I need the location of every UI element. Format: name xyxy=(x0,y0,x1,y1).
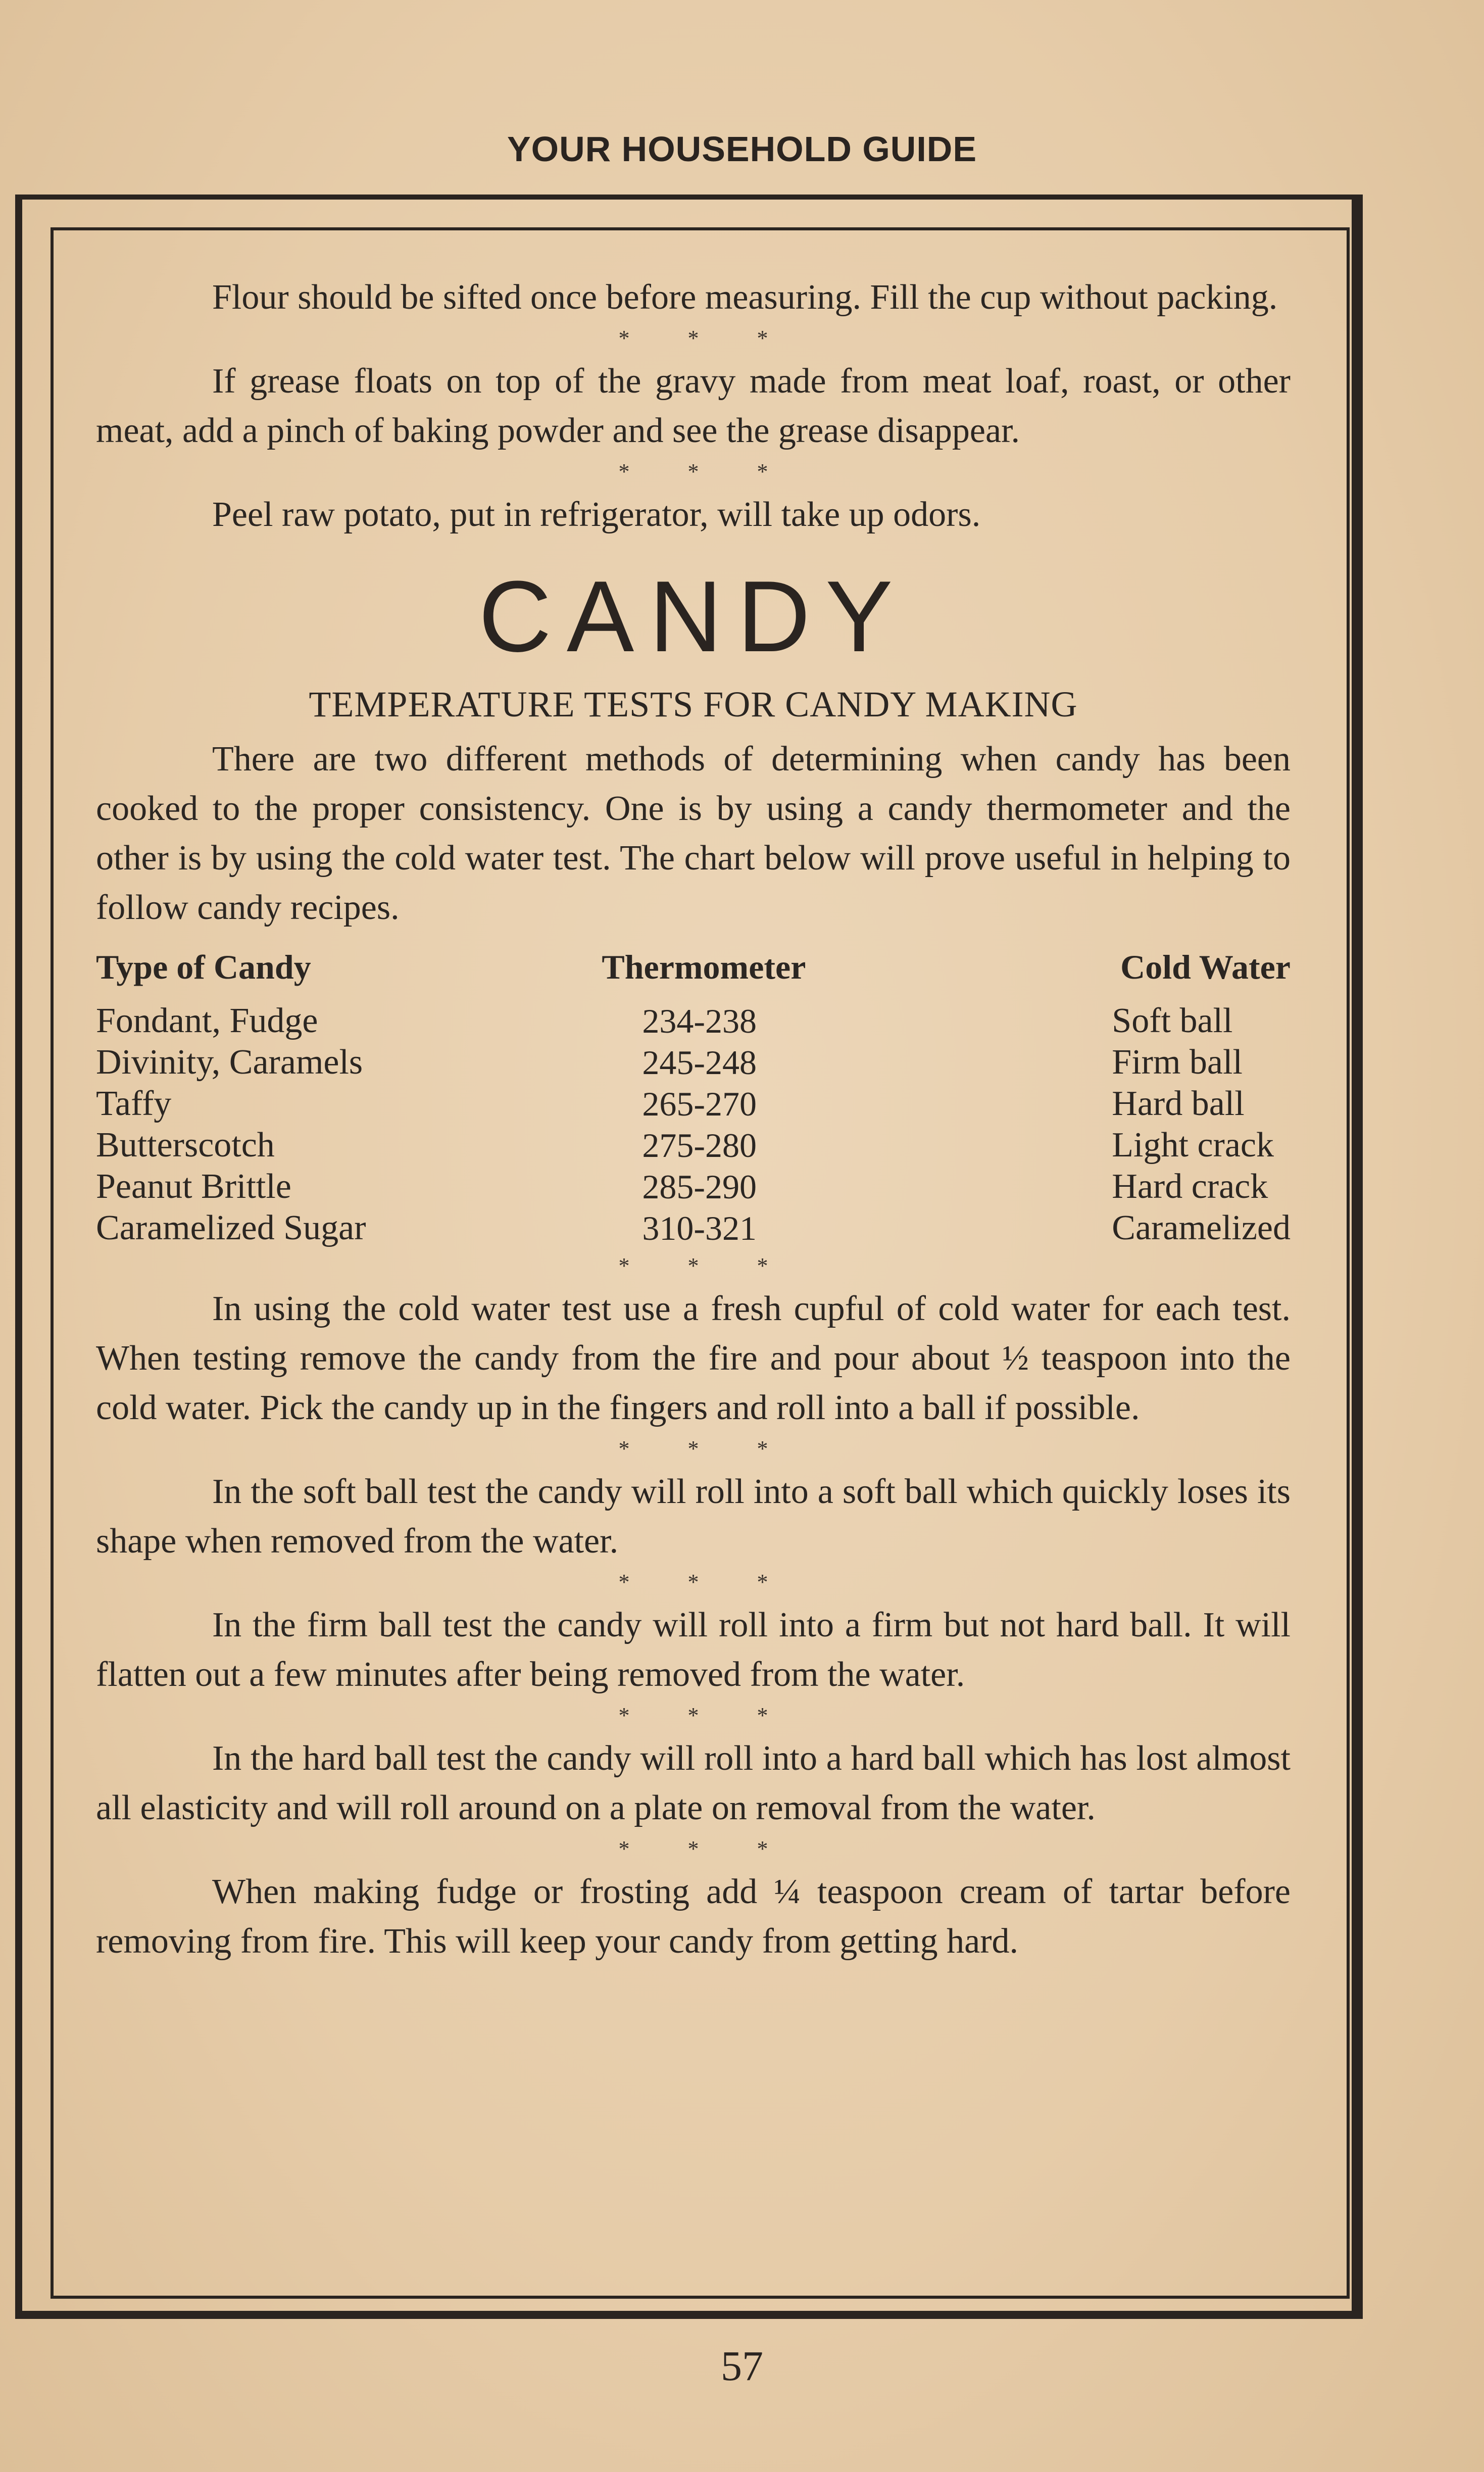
candy-type: Taffy xyxy=(96,1084,172,1123)
cold-water-result: Light crack xyxy=(1112,1126,1274,1165)
cold-water-result: Caramelized xyxy=(1112,1208,1291,1247)
note-cream-of-tartar: When making fudge or frosting add ¼ teaspoon cream of tartar before removing from fire. This will keep your candy from getting hard. xyxy=(96,1872,1291,1961)
separator: * * * xyxy=(618,326,795,351)
tip-potato: Peel raw potato, put in refrigerator, will take up odors. xyxy=(212,495,981,534)
candy-type: Butterscotch xyxy=(96,1126,275,1165)
thermometer-range: 285-290 xyxy=(642,1168,757,1206)
table-row xyxy=(96,1042,1291,1083)
separator: * * * xyxy=(618,1836,795,1861)
table-row xyxy=(96,1000,1291,1042)
thermometer-range: 245-248 xyxy=(642,1043,757,1082)
note-cold-water-test: In using the cold water test use a fresh cupful of cold water for each test. When testing remove the candy from the fire and pour about ½ teaspoon into the cold water. Pick the candy up in the fingers and roll into a ball if possible. xyxy=(96,1289,1291,1427)
section-subtitle: TEMPERATURE TESTS FOR CANDY MAKING xyxy=(309,684,1078,724)
column-header-cold-water: Cold Water xyxy=(1120,948,1291,986)
note-soft-ball: In the soft ball test the candy will roll into a soft ball which quickly loses its shape when removed from the water. xyxy=(96,1472,1291,1561)
candy-type: Divinity, Caramels xyxy=(96,1043,363,1082)
separator: * * * xyxy=(618,1570,795,1594)
cold-water-result: Hard crack xyxy=(1112,1167,1268,1206)
page-content xyxy=(96,273,1291,1966)
running-header: YOUR HOUSEHOLD GUIDE xyxy=(507,129,977,169)
intro-paragraph: There are two different methods of determining when candy has been cooked to the proper consistency. One is by using a candy thermometer and the other is by using the cold water test. The chart below will prove useful in helping to follow candy recipes. xyxy=(96,740,1291,927)
cold-water-result: Soft ball xyxy=(1112,1001,1233,1040)
thermometer-range: 234-238 xyxy=(642,1002,757,1040)
candy-temperature-table xyxy=(96,942,1291,1249)
thermometer-range: 265-270 xyxy=(642,1085,757,1123)
separator: * * * xyxy=(618,459,795,484)
thermometer-range: 275-280 xyxy=(642,1126,757,1165)
cold-water-result: Hard ball xyxy=(1112,1084,1245,1123)
candy-type: Caramelized Sugar xyxy=(96,1208,366,1247)
separator: * * * xyxy=(618,1436,795,1461)
table-row xyxy=(96,1083,1291,1125)
table-row xyxy=(96,1207,1291,1249)
candy-type: Fondant, Fudge xyxy=(96,1001,318,1040)
table-row xyxy=(96,1125,1291,1166)
cold-water-result: Firm ball xyxy=(1112,1043,1243,1082)
column-header-thermometer: Thermometer xyxy=(602,948,806,986)
separator: * * * xyxy=(618,1253,795,1278)
table-header-row xyxy=(96,942,1291,1000)
separator: * * * xyxy=(618,1703,795,1728)
note-firm-ball: In the firm ball test the candy will roll into a firm but not hard ball. It will flatten out a few minutes after being removed from the water. xyxy=(96,1606,1291,1694)
page-number: 57 xyxy=(721,2343,763,2390)
thermometer-range: 310-321 xyxy=(642,1209,757,1247)
candy-type: Peanut Brittle xyxy=(96,1167,291,1206)
section-title: CANDY xyxy=(478,560,908,673)
tip-grease: If grease floats on top of the gravy made from meat loaf, roast, or other meat, add a pinch of baking powder and see the grease disappear. xyxy=(96,362,1291,450)
tip-flour: Flour should be sifted once before measuring. Fill the cup without packing. xyxy=(212,278,1278,317)
column-header-type: Type of Candy xyxy=(96,948,311,986)
note-hard-ball: In the hard ball test the candy will roll into a hard ball which has lost almost all elasticity and will roll around on a plate on removal from the water. xyxy=(96,1739,1291,1827)
table-row xyxy=(96,1166,1291,1207)
